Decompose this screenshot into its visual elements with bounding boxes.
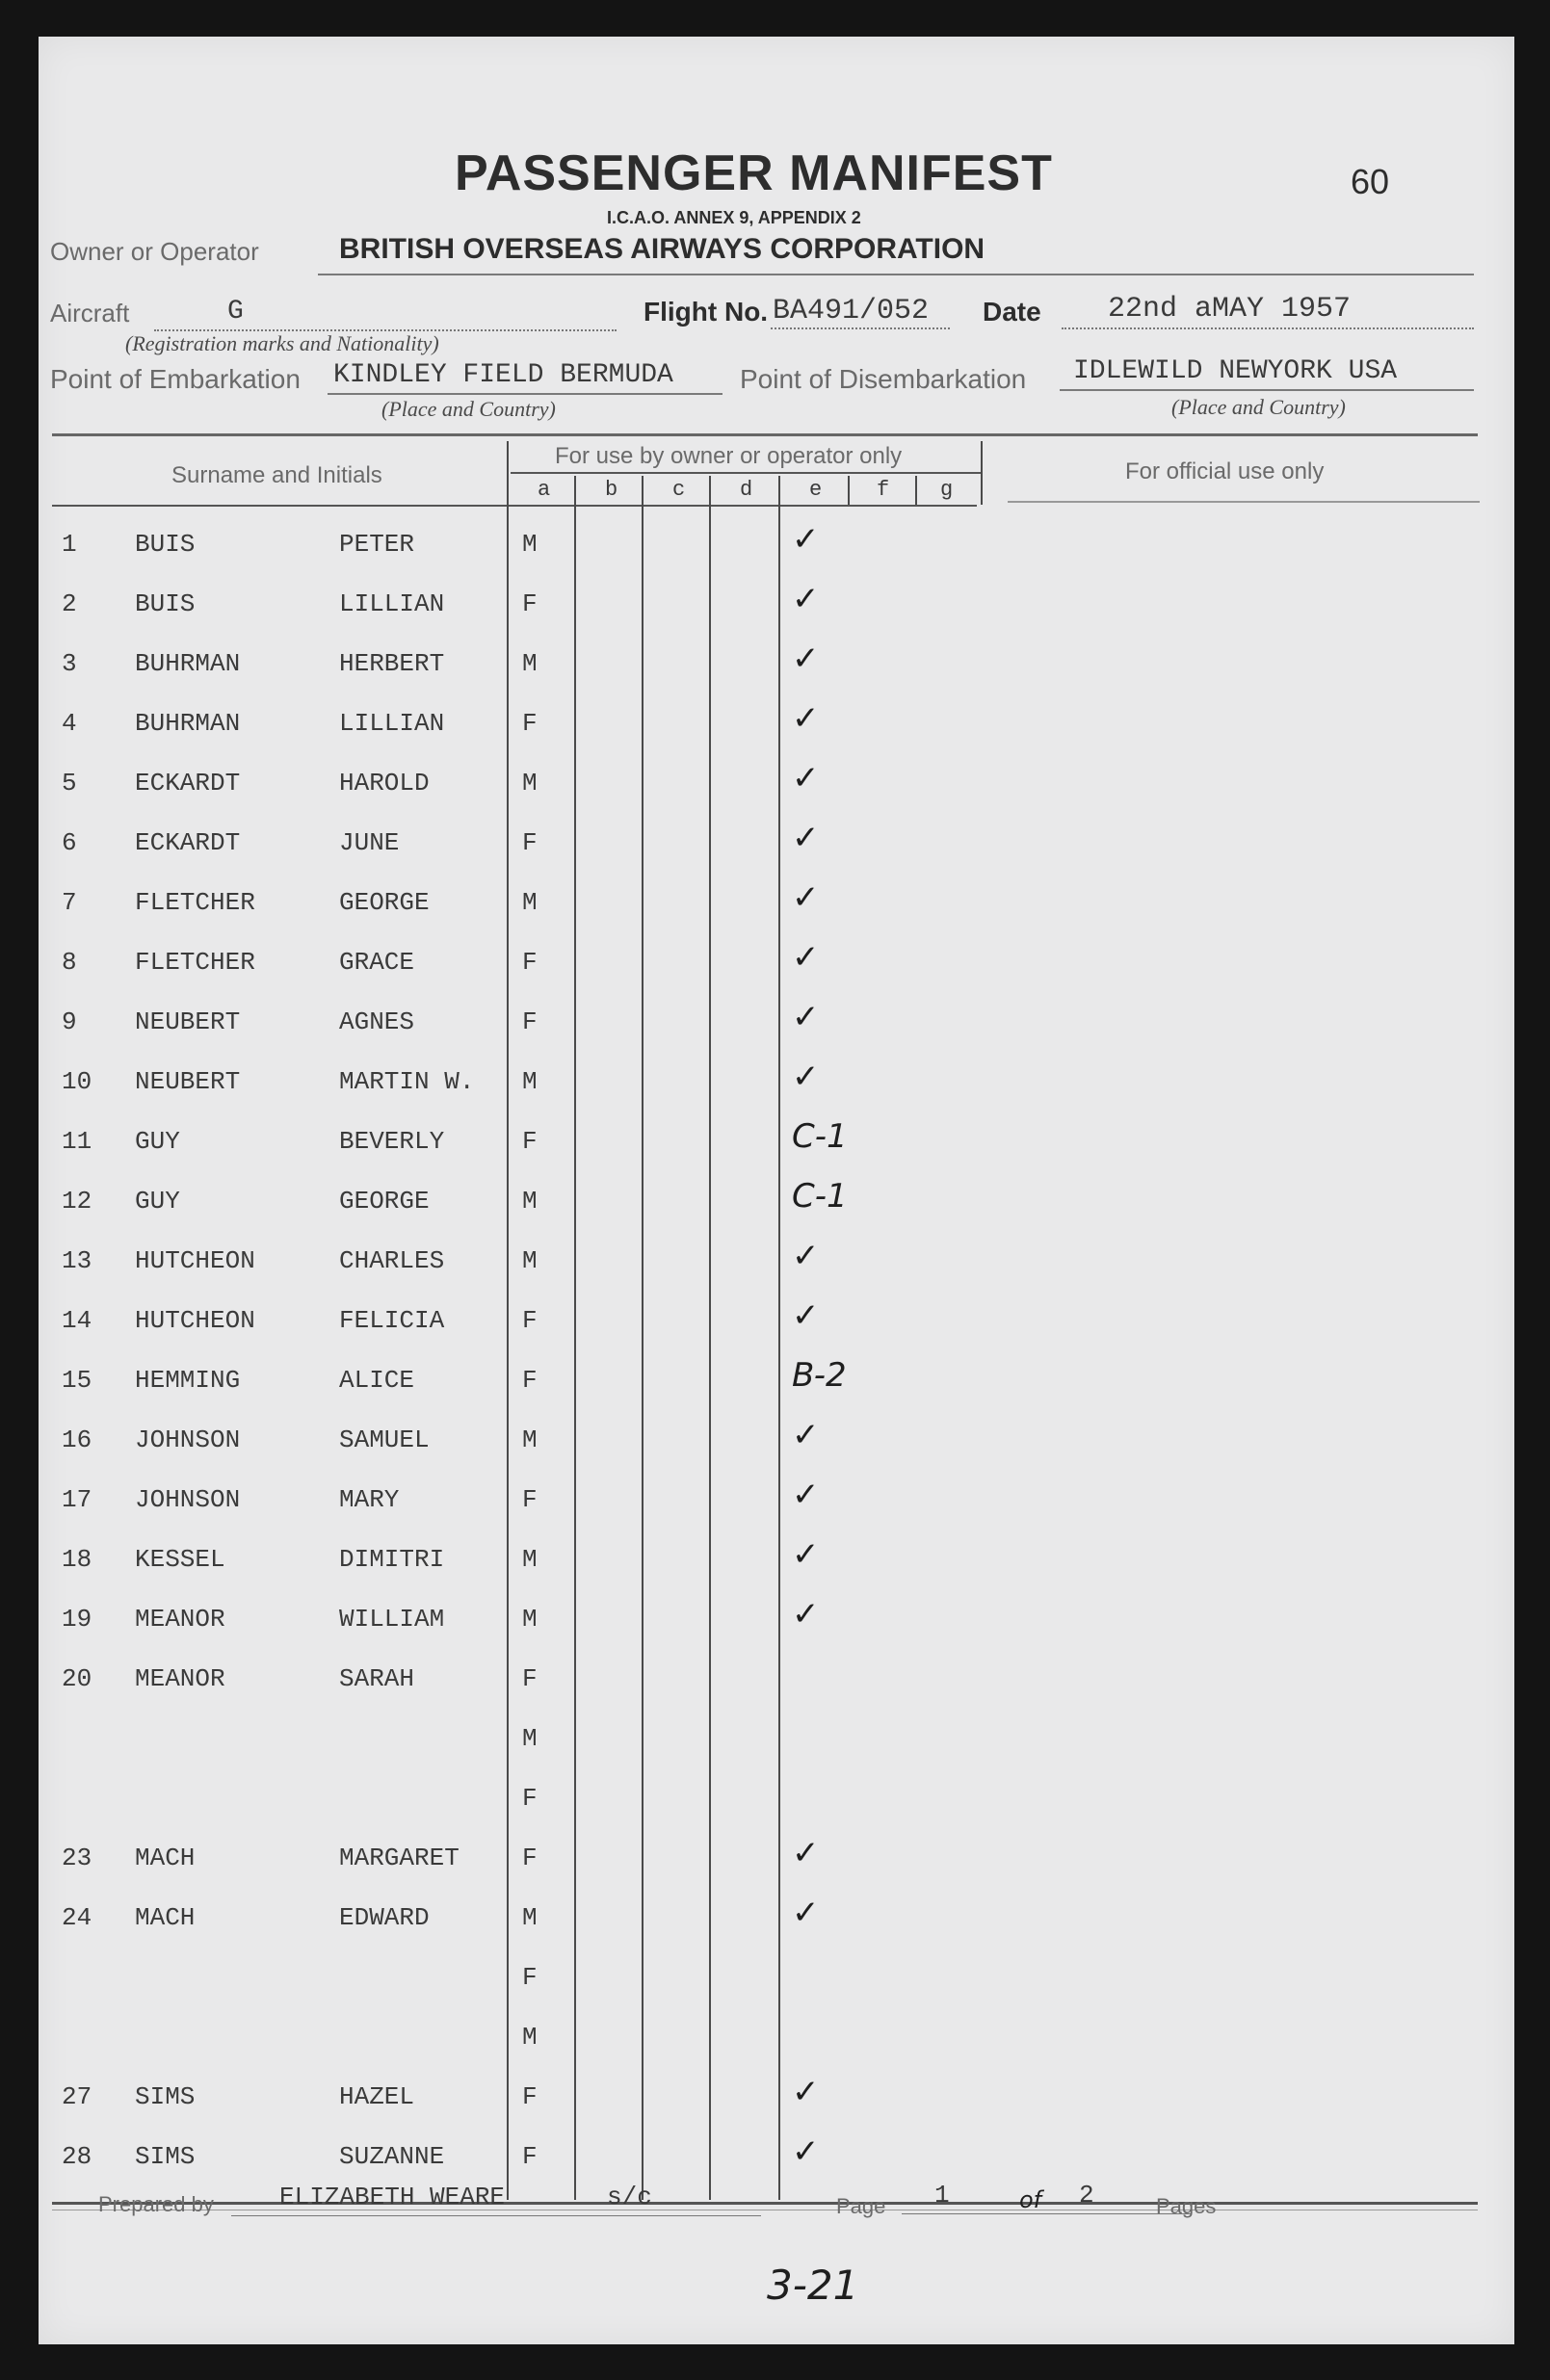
passenger-surname: NEUBERT: [135, 1067, 241, 1096]
passenger-row: [39, 1056, 1484, 1115]
passenger-sex: F: [522, 1784, 538, 1813]
passenger-given-name: ALICE: [339, 1366, 415, 1395]
passenger-sex: F: [522, 1844, 538, 1872]
passenger-sex: M: [522, 1425, 538, 1454]
verification-mark: ✓: [792, 878, 820, 917]
row-number: 10: [62, 1067, 92, 1096]
col-e-header: e: [809, 478, 823, 502]
row-number: 13: [62, 1246, 92, 1275]
passenger-given-name: SAMUEL: [339, 1425, 430, 1454]
row-number: 15: [62, 1366, 92, 1395]
passenger-sex: F: [522, 1127, 538, 1156]
passenger-sex: M: [522, 2023, 538, 2052]
passenger-row: [39, 2071, 1484, 2131]
passenger-row: [39, 1115, 1484, 1175]
passenger-given-name: CHARLES: [339, 1246, 445, 1275]
verification-mark: C-1: [792, 1177, 848, 1216]
passenger-given-name: LILLIAN: [339, 709, 445, 738]
row-number: 16: [62, 1425, 92, 1454]
passenger-row: [39, 1653, 1484, 1713]
passenger-row: [39, 757, 1484, 817]
passenger-given-name: GEORGE: [339, 1187, 430, 1216]
passenger-surname: ECKARDT: [135, 769, 241, 798]
name-column-header: Surname and Initials: [171, 462, 382, 488]
passenger-sex: M: [522, 1187, 538, 1216]
verification-mark: ✓: [792, 1595, 820, 1634]
verification-mark: ✓: [792, 1058, 820, 1096]
passenger-sex: M: [522, 1605, 538, 1634]
row-number: 28: [62, 2142, 92, 2171]
handwritten-note: 3-21: [767, 2262, 859, 2309]
embark-value: KINDLEY FIELD BERMUDA: [333, 360, 673, 390]
passenger-given-name: LILLIAN: [339, 589, 445, 618]
verification-mark: ✓: [792, 1535, 820, 1574]
passenger-surname: ECKARDT: [135, 828, 241, 857]
passenger-sex: F: [522, 2082, 538, 2111]
verification-mark: ✓: [792, 998, 820, 1036]
row-number: 6: [62, 828, 77, 857]
passenger-row: [39, 1235, 1484, 1295]
pages-label: Pages: [1156, 2194, 1217, 2218]
passenger-surname: BUHRMAN: [135, 649, 241, 678]
passenger-sex: F: [522, 709, 538, 738]
passenger-surname: BUHRMAN: [135, 709, 241, 738]
passenger-given-name: FELICIA: [339, 1306, 445, 1335]
verification-mark: ✓: [792, 1296, 820, 1335]
verification-mark: ✓: [792, 640, 820, 678]
row-number: 5: [62, 769, 77, 798]
passenger-row: [39, 1175, 1484, 1235]
embark-note: (Place and Country): [381, 397, 556, 421]
owner-use-header: For use by owner or operator only: [555, 443, 903, 469]
passenger-given-name: HAZEL: [339, 2082, 415, 2111]
passenger-given-name: WILLIAM: [339, 1605, 445, 1634]
row-number: 7: [62, 888, 77, 917]
page-value: 1: [934, 2181, 950, 2210]
disembark-label: Point of Disembarkation: [740, 364, 1027, 394]
row-number: 2: [62, 589, 77, 618]
passenger-sex: F: [522, 1664, 538, 1693]
passenger-surname: FLETCHER: [135, 948, 255, 977]
passenger-sex: F: [522, 1007, 538, 1036]
prepared-by-suffix: s/c: [607, 2183, 652, 2211]
row-number: 8: [62, 948, 77, 977]
passenger-row: [39, 578, 1484, 638]
passenger-surname: GUY: [135, 1187, 180, 1216]
passenger-row: [39, 1533, 1484, 1593]
passenger-surname: SIMS: [135, 2082, 196, 2111]
row-number: 3: [62, 649, 77, 678]
passenger-row: [39, 996, 1484, 1056]
passenger-sex: M: [522, 1246, 538, 1275]
prepared-by-value: ELIZABETH WEARE: [279, 2183, 506, 2211]
passenger-row: [39, 1713, 1484, 1772]
passenger-sex: F: [522, 1366, 538, 1395]
passenger-surname: MEANOR: [135, 1664, 225, 1693]
col-a-header: a: [538, 478, 551, 502]
passenger-surname: JOHNSON: [135, 1425, 241, 1454]
passenger-row: [39, 1414, 1484, 1474]
passenger-given-name: MARY: [339, 1485, 400, 1514]
passenger-sex: F: [522, 1963, 538, 1992]
row-number: 27: [62, 2082, 92, 2111]
disembark-note: (Place and Country): [1171, 395, 1346, 419]
row-number: 18: [62, 1545, 92, 1574]
passenger-given-name: MARTIN W.: [339, 1067, 475, 1096]
row-number: 17: [62, 1485, 92, 1514]
passenger-sex: F: [522, 948, 538, 977]
passenger-row: [39, 1295, 1484, 1354]
passenger-row: [39, 518, 1484, 578]
official-use-header: For official use only: [1125, 458, 1325, 484]
passenger-row: [39, 1772, 1484, 1832]
verification-mark: ✓: [792, 1894, 820, 1932]
passenger-surname: KESSEL: [135, 1545, 225, 1574]
aircraft-label: Aircraft: [50, 299, 130, 327]
verification-mark: ✓: [792, 2132, 820, 2171]
verification-mark: ✓: [792, 1834, 820, 1872]
disembark-value: IDLEWILD NEWYORK USA: [1073, 356, 1398, 386]
passenger-row: [39, 1892, 1484, 1951]
passenger-given-name: BEVERLY: [339, 1127, 445, 1156]
verification-mark: ✓: [792, 1416, 820, 1454]
embark-label: Point of Embarkation: [50, 364, 301, 394]
passenger-row: [39, 817, 1484, 876]
col-f-header: f: [877, 478, 890, 502]
passenger-sex: M: [522, 888, 538, 917]
passenger-sex: M: [522, 769, 538, 798]
passenger-surname: GUY: [135, 1127, 180, 1156]
passenger-surname: HEMMING: [135, 1366, 241, 1395]
col-c-header: c: [672, 478, 686, 502]
aircraft-value: G: [227, 297, 244, 327]
passenger-sex: F: [522, 589, 538, 618]
passenger-given-name: SUZANNE: [339, 2142, 445, 2171]
verification-mark: ✓: [792, 938, 820, 977]
verification-mark: ✓: [792, 759, 820, 798]
passenger-sex: M: [522, 1724, 538, 1753]
verification-mark: ✓: [792, 1237, 820, 1275]
verification-mark: B-2: [792, 1356, 847, 1395]
row-number: 19: [62, 1605, 92, 1634]
owner-label: Owner or Operator: [50, 237, 259, 266]
passenger-row: [39, 1951, 1484, 2011]
verification-mark: ✓: [792, 699, 820, 738]
col-g-header: g: [940, 478, 954, 502]
passenger-row: [39, 1593, 1484, 1653]
passenger-row: [39, 936, 1484, 996]
passenger-row: [39, 697, 1484, 757]
prepared-by-label: Prepared by: [98, 2192, 214, 2216]
page-number-stamp: 60: [1351, 162, 1390, 201]
passenger-row: [39, 1474, 1484, 1533]
flight-value: BA491/052: [773, 295, 930, 327]
col-b-header: b: [605, 478, 618, 502]
passenger-surname: SIMS: [135, 2142, 196, 2171]
owner-value: BRITISH OVERSEAS AIRWAYS CORPORATION: [339, 233, 985, 265]
total-pages-value: 2: [1079, 2181, 1094, 2210]
passenger-sex: F: [522, 1485, 538, 1514]
row-number: 4: [62, 709, 77, 738]
passenger-sex: F: [522, 1306, 538, 1335]
row-number: 14: [62, 1306, 92, 1335]
passenger-given-name: DIMITRI: [339, 1545, 445, 1574]
passenger-given-name: GEORGE: [339, 888, 430, 917]
passenger-row: [39, 2131, 1484, 2190]
passenger-row: [39, 2011, 1484, 2071]
passenger-sex: M: [522, 1545, 538, 1574]
verification-mark: ✓: [792, 580, 820, 618]
passenger-surname: MACH: [135, 1903, 196, 1932]
row-number: 1: [62, 530, 77, 559]
verification-mark: ✓: [792, 520, 820, 559]
verification-mark: C-1: [792, 1117, 848, 1156]
passenger-given-name: MARGARET: [339, 1844, 460, 1872]
manifest-page: [39, 37, 1514, 2344]
passenger-surname: MEANOR: [135, 1605, 225, 1634]
passenger-surname: BUIS: [135, 589, 196, 618]
verification-mark: ✓: [792, 1476, 820, 1514]
verification-mark: ✓: [792, 819, 820, 857]
passenger-sex: F: [522, 2142, 538, 2171]
date-value: 22nd aMAY 1957: [1108, 293, 1352, 326]
passenger-surname: NEUBERT: [135, 1007, 241, 1036]
passenger-given-name: AGNES: [339, 1007, 415, 1036]
aircraft-note: (Registration marks and Nationality): [125, 331, 439, 355]
passenger-row: [39, 1832, 1484, 1892]
row-number: 24: [62, 1903, 92, 1932]
passenger-sex: M: [522, 1067, 538, 1096]
passenger-sex: M: [522, 649, 538, 678]
passenger-given-name: HAROLD: [339, 769, 430, 798]
of-label: of: [1019, 2186, 1042, 2213]
passenger-surname: BUIS: [135, 530, 196, 559]
flight-label: Flight No.: [644, 297, 769, 327]
passenger-sex: M: [522, 1903, 538, 1932]
date-label: Date: [983, 297, 1041, 327]
passenger-row: [39, 1354, 1484, 1414]
passenger-surname: HUTCHEON: [135, 1246, 255, 1275]
manifest-subtitle: I.C.A.O. ANNEX 9, APPENDIX 2: [607, 208, 861, 227]
row-number: 12: [62, 1187, 92, 1216]
verification-mark: ✓: [792, 2073, 820, 2111]
manifest-title: PASSENGER MANIFEST: [455, 145, 1053, 201]
passenger-given-name: JUNE: [339, 828, 400, 857]
col-d-header: d: [740, 478, 753, 502]
row-number: 11: [62, 1127, 92, 1156]
row-number: 9: [62, 1007, 77, 1036]
passenger-given-name: GRACE: [339, 948, 415, 977]
passenger-row: [39, 638, 1484, 697]
passenger-given-name: PETER: [339, 530, 415, 559]
passenger-given-name: HERBERT: [339, 649, 445, 678]
passenger-surname: HUTCHEON: [135, 1306, 255, 1335]
passenger-row: [39, 876, 1484, 936]
passenger-sex: M: [522, 530, 538, 559]
page-label: Page: [836, 2194, 886, 2218]
row-number: 23: [62, 1844, 92, 1872]
passenger-sex: F: [522, 828, 538, 857]
passenger-surname: MACH: [135, 1844, 196, 1872]
passenger-given-name: EDWARD: [339, 1903, 430, 1932]
row-number: 20: [62, 1664, 92, 1693]
passenger-surname: JOHNSON: [135, 1485, 241, 1514]
passenger-given-name: SARAH: [339, 1664, 415, 1693]
passenger-surname: FLETCHER: [135, 888, 255, 917]
